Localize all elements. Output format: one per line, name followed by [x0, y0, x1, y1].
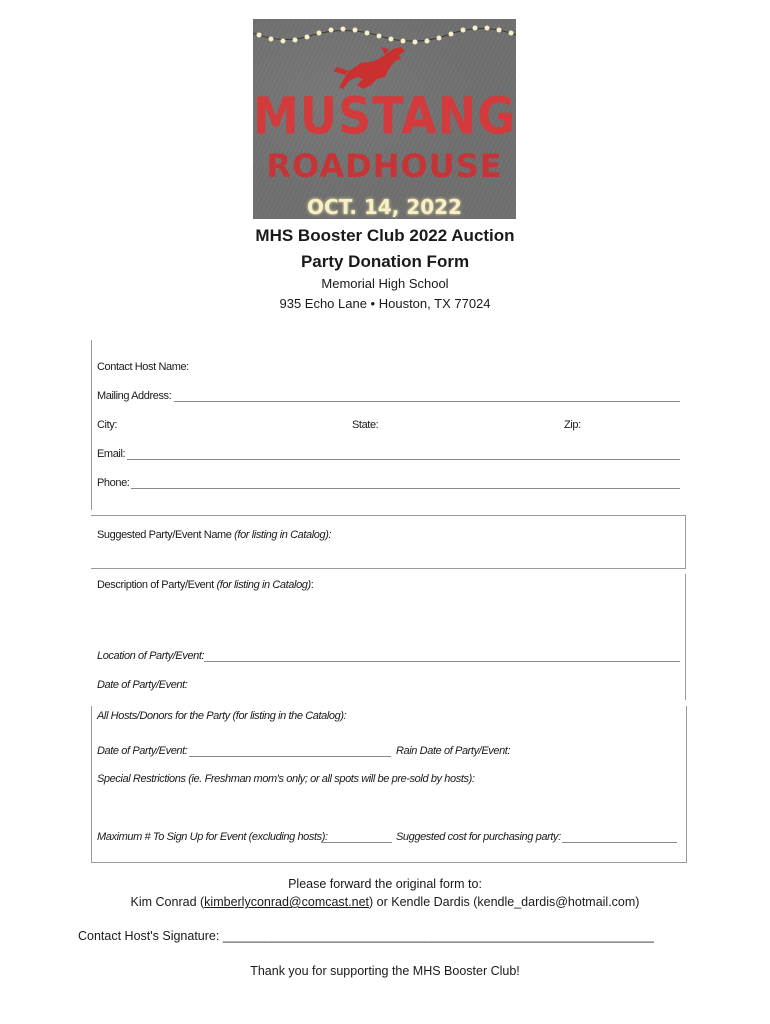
phone-label: Phone:: [97, 477, 130, 489]
all-hosts-label: All Hosts/Donors for the Party (for listing in the Catalog):: [97, 710, 347, 722]
suggested-name-label: Suggested Party/Event Name (for listing in Catalog):: [97, 529, 332, 541]
email-link[interactable]: kimberlyconrad@comcast.net: [204, 895, 370, 909]
thank-you-note: Thank you for supporting the MHS Booster Club!: [250, 964, 520, 978]
email-label: Email:: [97, 448, 126, 460]
banner-title: MUSTANG: [253, 86, 516, 146]
maximum-signup-label: Maximum # To Sign Up for Event (excluding hosts):: [97, 831, 328, 843]
suggested-cost-label: Suggested cost for purchasing party:: [396, 831, 561, 843]
email-field[interactable]: [127, 459, 680, 460]
running-horse-icon: [333, 47, 405, 89]
zip-label: Zip:: [564, 419, 581, 431]
suggested-name-box[interactable]: [91, 515, 686, 569]
hosts-date-label: Date of Party/Event:: [97, 745, 188, 757]
hosts-date-field[interactable]: [189, 756, 391, 757]
school-name: Memorial High School: [321, 276, 449, 291]
form-title-line2: Party Donation Form: [300, 252, 470, 271]
suggested-cost-field[interactable]: [562, 842, 677, 843]
contact-host-name-label: Contact Host Name:: [97, 361, 189, 373]
event-banner: [253, 19, 516, 219]
mailing-address-label: Mailing Address:: [97, 390, 172, 402]
party-date-label: Date of Party/Event:: [97, 679, 188, 691]
city-label: City:: [97, 419, 118, 431]
maximum-signup-field[interactable]: [321, 842, 392, 843]
location-label: Location of Party/Event:: [97, 650, 205, 662]
form-title-line1: MHS Booster Club 2022 Auction: [255, 226, 515, 245]
banner-subtitle: ROADHOUSE: [266, 147, 503, 185]
description-label: Description of Party/Event (for listing in Catalog):: [97, 579, 314, 591]
section-border: [685, 574, 686, 700]
mailing-address-field[interactable]: [174, 401, 680, 402]
forward-contacts: Kim Conrad (kimberlyconrad@comcast.net) or Kendle Dardis (kendle_dardis@hotmail.com): [130, 895, 640, 909]
state-label: State:: [352, 419, 379, 431]
rain-date-label: Rain Date of Party/Event:: [396, 745, 511, 757]
school-address: 935 Echo Lane • Houston, TX 77024: [279, 296, 491, 311]
forward-instructions: Please forward the original form to:: [288, 877, 482, 891]
phone-field[interactable]: [131, 488, 680, 489]
location-field[interactable]: [204, 661, 680, 662]
special-restrictions-label: Special Restrictions (ie. Freshman mom's only; or all spots will be pre-sold by hosts):: [97, 773, 475, 785]
signature-line[interactable]: Contact Host's Signature: ______________________________________________________________: [78, 929, 654, 943]
section-border: [91, 340, 92, 510]
banner-date: OCT. 14, 2022: [307, 195, 462, 219]
